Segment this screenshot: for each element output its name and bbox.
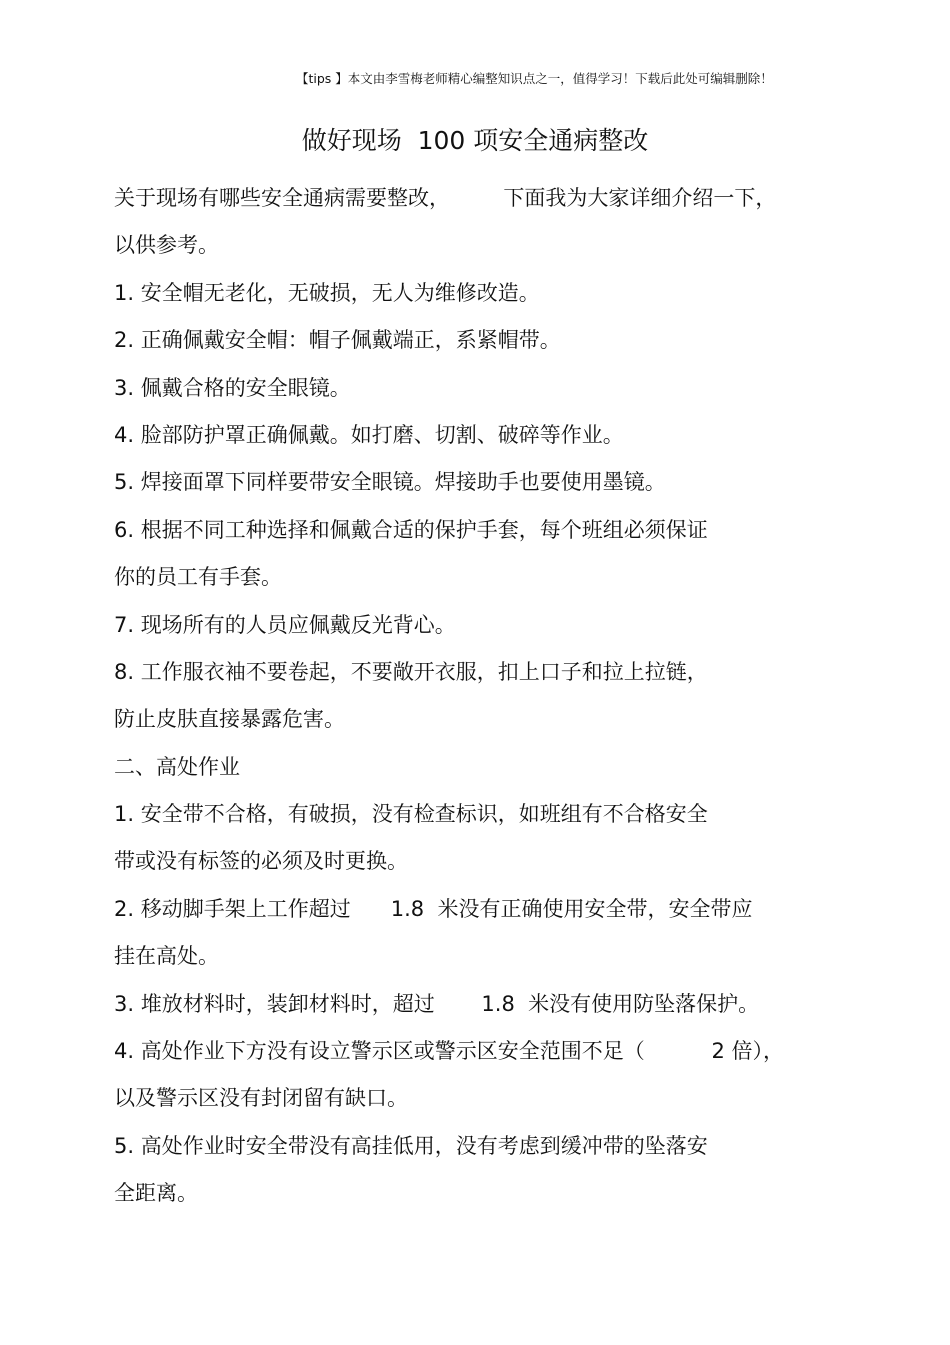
intro-line-1: 关于现场有哪些安全通病需要整改， 下面我为大家详细介绍一下，	[114, 186, 777, 210]
document-title: 做好现场 100 项安全通病整改	[301, 126, 649, 155]
list-item-4: 4. 脸部防护罩正确佩戴。如打磨、切割、破碎等作业。	[114, 422, 624, 447]
intro-line-2: 以供参考。	[114, 233, 219, 258]
list-item-8: 8. 工作服衣袖不要卷起，不要敞开衣服，扣上口子和拉上拉链，	[114, 659, 708, 684]
height-item-1-cont: 带或没有标签的必须及时更换。	[114, 849, 408, 874]
list-item-1: 1. 安全帽无老化，无破损，无人为维修改造。	[114, 280, 540, 305]
list-item-3: 3. 佩戴合格的安全眼镜。	[114, 375, 351, 400]
list-item-6-cont: 你的员工有手套。	[114, 565, 282, 590]
height-item-5: 5. 高处作业时安全带没有高挂低用，没有考虑到缓冲带的坠落安	[114, 1133, 708, 1158]
height-item-1: 1. 安全带不合格，有破损，没有检查标识，如班组有不合格安全	[114, 802, 708, 827]
height-item-2-cont: 挂在高处。	[114, 944, 219, 969]
document-body	[114, 178, 834, 1221]
height-item-4-cont: 以及警示区没有封闭留有缺口。	[114, 1086, 408, 1111]
list-item-7: 7. 现场所有的人员应佩戴反光背心。	[114, 612, 456, 637]
height-item-4: 4. 高处作业下方没有设立警示区或警示区安全范围不足（ 2 倍），	[114, 1039, 784, 1064]
list-item-5: 5. 焊接面罩下同样要带安全眼镜。焊接助手也要使用墨镜。	[114, 470, 666, 495]
list-item-6: 6. 根据不同工种选择和佩戴合适的保护手套，每个班组必须保证	[114, 517, 708, 542]
tips-header: 【tips 】本文由李雪梅老师精心编整知识点之一，值得学习！下载后此处可编辑删除！	[296, 71, 773, 86]
height-item-5-cont: 全距离。	[114, 1181, 198, 1206]
height-item-2: 2. 移动脚手架上工作超过 1.8 米没有正确使用安全带，安全带应	[114, 896, 753, 921]
list-item-8-cont: 防止皮肤直接暴露危害。	[114, 707, 345, 732]
section-heading-work-at-height: 二、高处作业	[114, 754, 240, 779]
list-item-2: 2. 正确佩戴安全帽：帽子佩戴端正，系紧帽带。	[114, 328, 561, 353]
height-item-3: 3. 堆放材料时，装卸材料时，超过 1.8 米没有使用防坠落保护。	[114, 991, 760, 1016]
